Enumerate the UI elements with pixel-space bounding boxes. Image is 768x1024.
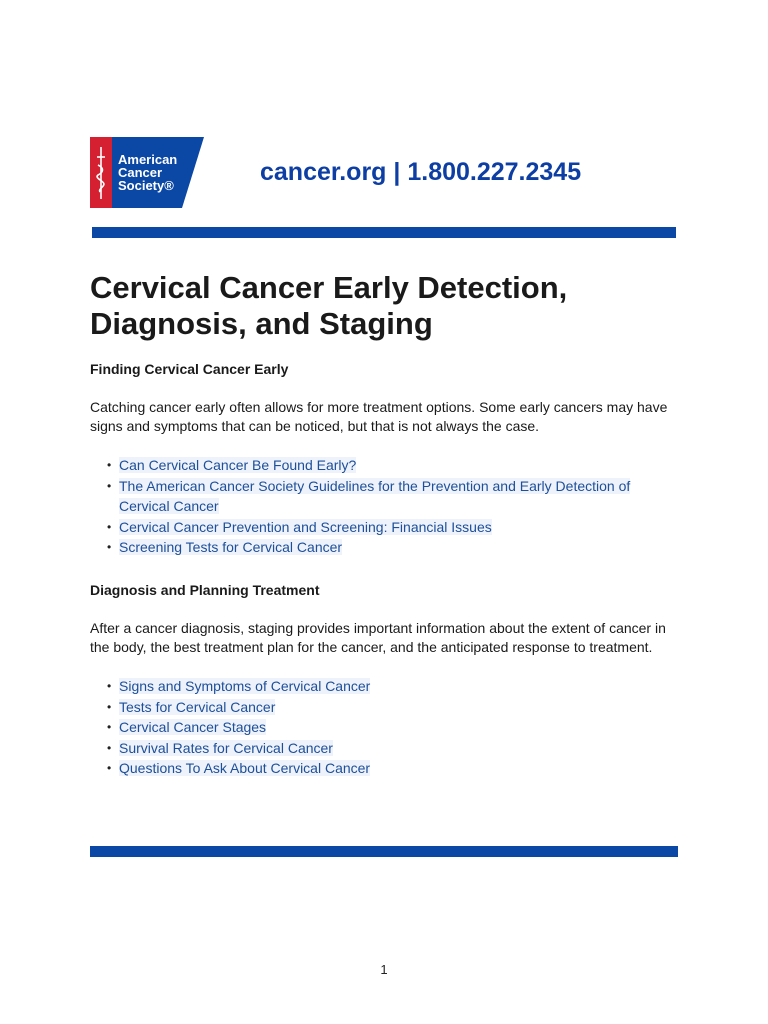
link-list-diagnosis xyxy=(90,676,680,779)
bullet-icon: • xyxy=(107,519,112,534)
page-number: 1 xyxy=(380,962,388,977)
link-can-be-found-early[interactable]: Can Cervical Cancer Be Found Early? xyxy=(119,457,357,473)
section-paragraph-diagnosis: After a cancer diagnosis, staging provides important information about the extent of cancer in the body, the best treatment plan for the cancer, and the anticipated response to treatment. xyxy=(90,619,666,655)
link-survival-rates[interactable]: Survival Rates for Cervical Cancer xyxy=(119,739,333,756)
list-item xyxy=(90,537,680,558)
section-heading-finding-early: Finding Cervical Cancer Early xyxy=(90,361,289,377)
header-divider xyxy=(92,227,676,238)
link-acs-guidelines[interactable]: The American Cancer Society Guidelines for the Prevention and Early Detection of Cervical Cancer xyxy=(119,477,631,515)
bullet-icon: • xyxy=(107,540,112,555)
logo-line-3: Society® xyxy=(118,178,174,193)
link-tests[interactable]: Tests for Cervical Cancer xyxy=(119,698,276,715)
bullet-icon: • xyxy=(107,458,112,472)
bullet-icon: • xyxy=(107,720,112,735)
link-stages[interactable]: Cervical Cancer Stages xyxy=(119,719,267,736)
bullet-icon: • xyxy=(107,761,112,776)
page-title-line-1: Cervical Cancer Early Detection, xyxy=(90,270,568,305)
bullet-icon: • xyxy=(107,478,112,493)
link-screening-tests[interactable]: Screening Tests for Cervical Cancer xyxy=(119,539,343,556)
list-item xyxy=(90,717,680,738)
list-item xyxy=(90,517,680,538)
page-header xyxy=(90,137,680,209)
bullet-icon: • xyxy=(107,740,112,755)
page-title xyxy=(90,270,680,342)
page-title-line-2: Diagnosis, and Staging xyxy=(90,306,433,341)
list-item xyxy=(90,455,680,476)
list-item xyxy=(90,738,680,759)
link-list-finding-early xyxy=(90,455,680,558)
link-financial-issues[interactable]: Cervical Cancer Prevention and Screening: Financial Issues xyxy=(119,518,492,535)
list-item xyxy=(90,476,680,517)
contact-info: cancer.org | 1.800.227.2345 xyxy=(260,158,582,186)
logo-line-2: Cancer xyxy=(118,165,163,180)
american-cancer-society-logo xyxy=(90,137,204,208)
list-item xyxy=(90,758,680,779)
document-body xyxy=(90,270,680,779)
bullet-icon: • xyxy=(107,699,112,714)
list-item xyxy=(90,697,680,718)
logo-line-1: American xyxy=(118,152,178,167)
section-heading-diagnosis: Diagnosis and Planning Treatment xyxy=(90,581,320,598)
list-item xyxy=(90,676,680,697)
section-paragraph-finding-early: Catching cancer early often allows for more treatment options. Some early cancers may have signs and symptoms that can be noticed, but that is not always the case. xyxy=(90,399,668,434)
link-questions-to-ask[interactable]: Questions To Ask About Cervical Cancer xyxy=(119,760,371,777)
link-signs-and-symptoms[interactable]: Signs and Symptoms of Cervical Cancer xyxy=(119,677,371,694)
footer-divider xyxy=(90,846,678,857)
bullet-icon: • xyxy=(107,678,112,693)
